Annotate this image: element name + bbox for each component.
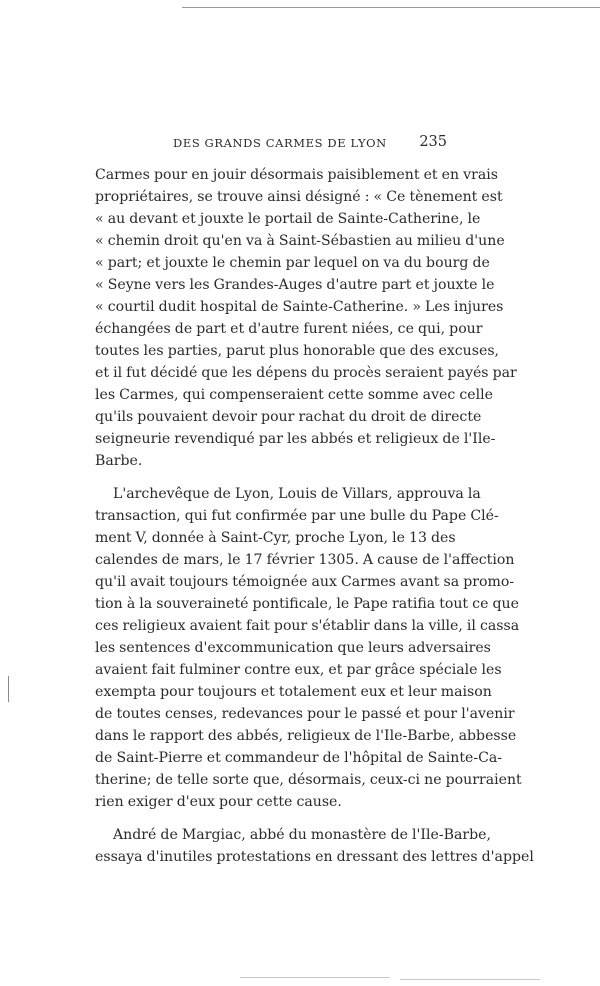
text-line: « au devant et jouxte le portail de Sainte-Catherine, le [95,211,481,227]
text-line: « Seyne vers les Grandes-Auges d'autre part et jouxte le [95,277,495,293]
text-line: ces religieux avaient fait pour s'établir dans la ville, il cassa [95,618,520,634]
page-header [95,136,463,154]
text-line: « courtil dudit hospital de Sainte-Catherine. » Les injures [95,299,504,315]
text-line: de Saint-Pierre et commandeur de l'hôpital de Sainte-Ca- [95,750,503,766]
page-number: 235 [419,134,447,150]
text-line: « chemin droit qu'en va à Saint-Sébastien au milieu d'une [95,233,505,249]
text-line: calendes de mars, le 17 février 1305. A cause de l'affection [95,552,515,568]
text-line: tion à la souveraineté pontificale, le Pape ratifia tout ce que [95,596,519,612]
text-line: de toutes censes, redevances pour le passé et pour l'avenir [95,706,515,722]
text-line: propriétaires, se trouve ainsi désigné : « Ce tènement est [95,189,503,205]
text-line: avaient fait fulminer contre eux, et par grâce spéciale les [95,662,502,678]
text-line: toutes les parties, parut plus honorable que des excuses, [95,343,500,359]
text-line: les Carmes, qui compenseraient cette somme avec celle [95,387,493,403]
text-line: qu'il avait toujours témoignée aux Carmes avant sa promo- [95,574,515,590]
scan-margin-mark [8,676,9,702]
text-line: Barbe. [95,453,143,469]
text-line: Carmes pour en jouir désormais paisiblement et en vrais [95,167,498,183]
text-line: transaction, qui fut confirmée par une bulle du Pape Clé- [95,508,499,524]
text-line: qu'ils pouvaient devoir pour rachat du droit de directe [95,409,482,425]
scan-edge-bottom-left [240,977,390,978]
text-line: rien exiger d'eux pour cette cause. [95,794,342,810]
text-line: exempta pour toujours et totalement eux et leur maison [95,684,492,700]
text-line: seigneurie revendiqué par les abbés et religieux de l'Ile- [95,431,496,447]
text-line: et il fut décidé que les dépens du procès seraient payés par [95,365,517,381]
text-line: « part; et jouxte le chemin par lequel on va du bourg de [95,255,490,271]
scan-edge-top [182,7,600,8]
text-line: therine; de telle sorte que, désormais, ceux-ci ne pourraient [95,772,522,788]
running-title: DES GRANDS CARMES DE LYON [173,136,387,150]
text-line: André de Margiac, abbé du monastère de l'Ile-Barbe, [113,827,491,843]
text-line: ment V, donnée à Saint-Cyr, proche Lyon, le 13 des [95,530,456,546]
scan-edge-bottom-right [400,979,540,980]
text-line: dans le rapport des abbés, religieux de l'Ile-Barbe, abbesse [95,728,517,744]
text-line: L'archevêque de Lyon, Louis de Villars, approuva la [113,486,481,502]
text-line: essaya d'inutiles protestations en dressant des lettres d'appel [95,849,534,865]
text-line: échangées de part et d'autre furent niées, ce qui, pour [95,321,483,337]
text-line: les sentences d'excommunication que leurs adversaires [95,640,491,656]
